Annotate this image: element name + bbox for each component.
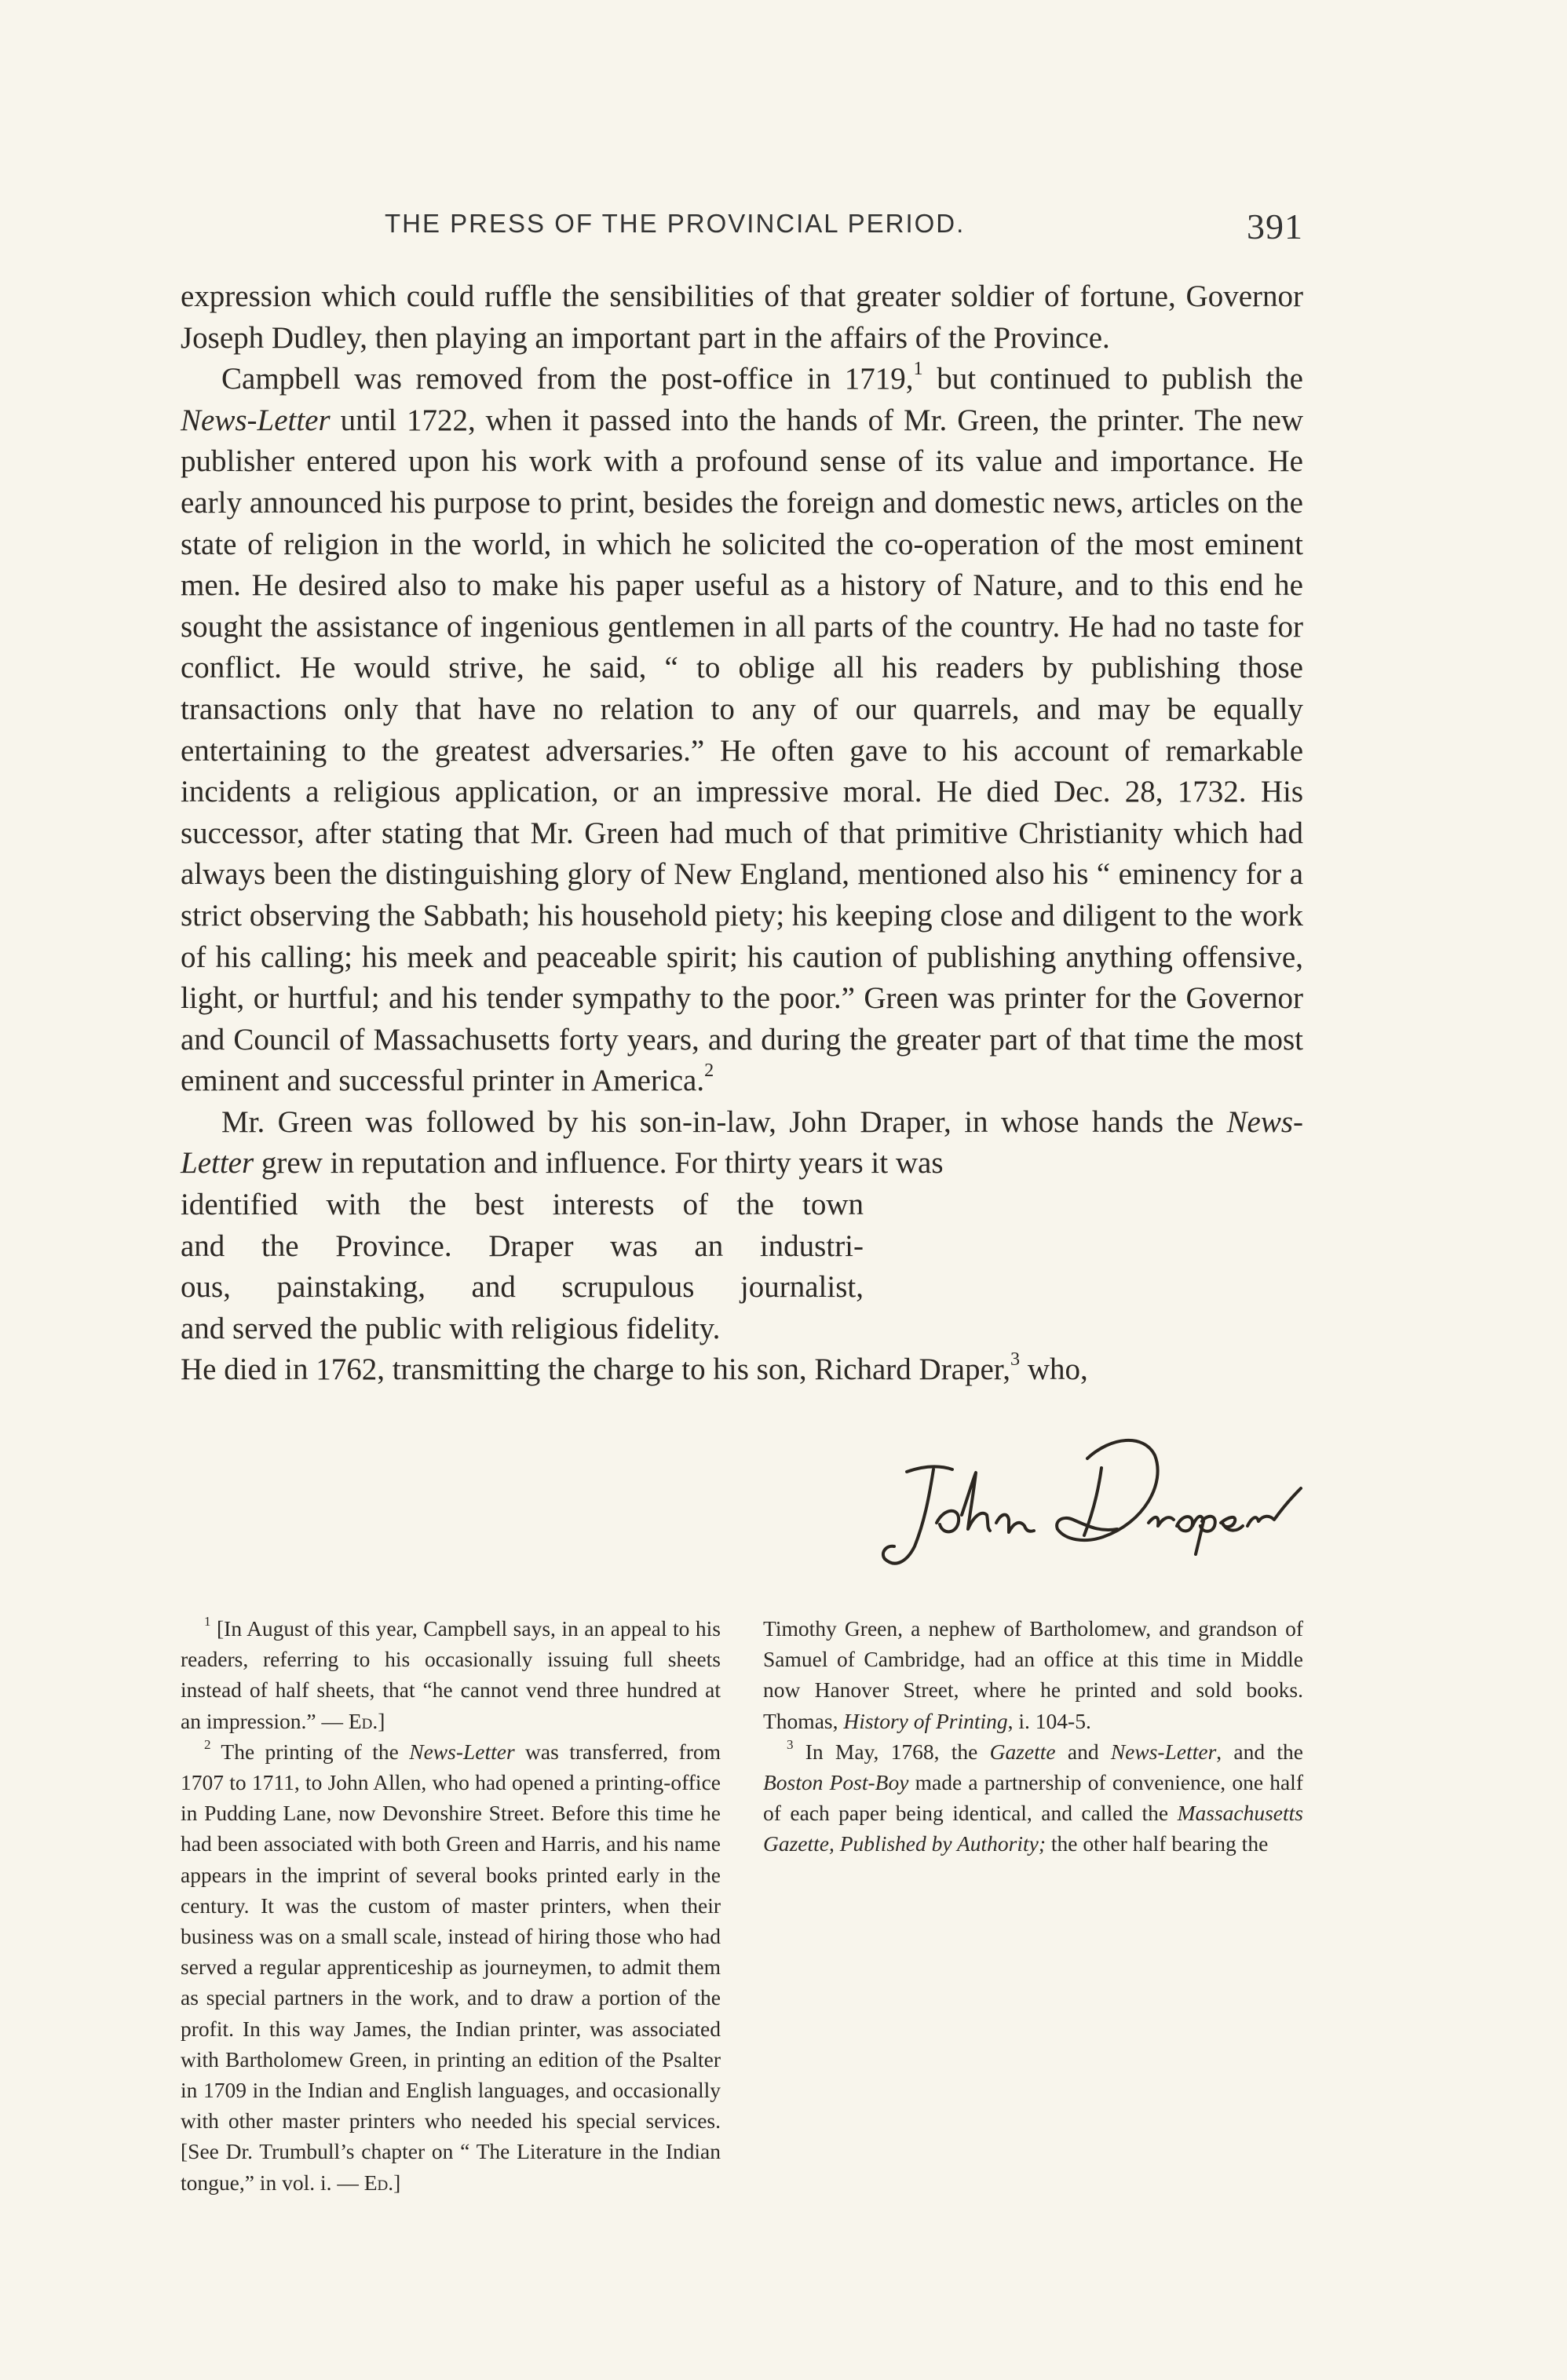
wrap-line: and served the public with religious fidelity.: [181, 1311, 721, 1345]
page-number: 391: [1247, 206, 1303, 246]
footnote-1-text: [In August of this year, Campbell says, in an appeal to his readers, referring to his occasionally issuing full sheets instead of half sheets, that “he cannot vend three hundred at an impression.” —: [181, 1616, 721, 1733]
signature-icon: [852, 1397, 1315, 1586]
newspaper-title: Boston Post-Boy: [763, 1770, 909, 1795]
footnote-2-text-d: , i. 104-5.: [1007, 1708, 1091, 1733]
wrap-line: and the Province. Draper was an industri-: [181, 1228, 864, 1263]
footnote-column-right: [763, 1613, 1303, 1860]
paragraph-2-text-c: until 1722, when it passed into the hands of Mr. Green, the printer. The new publisher entered upon his work with a profound sense of its value and importance. He early announced his purpose to print, besides the foreign and domestic news, articles on the state of religion in the world, in which he solicited the co-operation of the most eminent men. He desired also to make his paper useful as a history of Nature, and to this end he sought the assistance of ingenious gentlemen in all parts of the country. He had no taste for conflict. He would strive, he said, “ to oblige all his readers by publishing those transactions only that have no relation to any of our quarrels, and may be equally entertaining to the greatest adversaries.” He often gave to his account of remarkable incidents a religious application, or an impressive moral. He died Dec. 28, 1732. His successor, after stating that Mr. Green had much of that primitive Christianity which had always been the distinguishing glory of New England, mentioned also his “ eminency for a strict observing the Sabbath; his household piety; his keeping close and diligent to the work of his calling; his meek and peaceable spirit; his caution of publishing anything offensive, light, or hurtful; and his tender sympathy to the poor.” Green was printer for the Governor and Council of Massachusetts forty years, and during the greater part of that time the most eminent and successful printer in America.: [181, 403, 1303, 1098]
john-draper-signature: [852, 1397, 1315, 1586]
paragraph-1: [181, 276, 1303, 359]
footnote-3-text-b: and: [1055, 1739, 1111, 1764]
newspaper-title: News-Letter: [181, 1104, 1303, 1181]
newspaper-title: Massachusetts Gazette, Published by Authority;: [763, 1801, 1303, 1856]
footnote-mark-1: 1: [204, 1614, 211, 1630]
footnotes: [181, 1613, 1303, 2195]
footnote-2-continued: [763, 1613, 1303, 1736]
footnote-ref-3[interactable]: 3: [1010, 1349, 1021, 1371]
paragraph-3-text-b: grew in reputation and influence. For thirty years it was: [254, 1146, 944, 1181]
paragraph-3-text-d: who,: [1020, 1352, 1088, 1387]
paragraph-2-text-a: Campbell was removed from the post-office in 1719,: [221, 362, 914, 396]
editor-mark: Ed.: [348, 1708, 378, 1733]
footnote-2-text-c: ]: [393, 2170, 401, 2195]
paragraph-3-text-a: Mr. Green was followed by his son-in-law, John Draper, in whose hands the: [221, 1104, 1227, 1139]
paragraph-3-end: [181, 1349, 1303, 1391]
newspaper-title: News-Letter: [181, 403, 331, 437]
paragraph-2-text-b: but continued to publish the: [922, 362, 1303, 396]
body-text: [181, 276, 1303, 1391]
newspaper-title: News-Letter: [1110, 1739, 1217, 1764]
footnote-3-text-e: the other half bearing the: [1045, 1831, 1269, 1856]
footnote-3-text-c: , and the: [1216, 1739, 1303, 1764]
footnote-1: [181, 1613, 721, 1736]
footnote-3-text-d: made a partnership of convenience, one half of each paper being identical, and called the: [763, 1770, 1303, 1826]
signature-wrap-text: [181, 1185, 1303, 1349]
footnote-2-text-continued: Timothy Green, a nephew of Bartholomew, and grandson of Samuel of Cambridge, had an office at this time in Middle now Hanover Street, where he printed and sold books. Thomas,: [763, 1616, 1303, 1733]
paragraph-3: [181, 1102, 1303, 1185]
footnote-column-left: [181, 1613, 721, 2198]
footnote-3: [763, 1736, 1303, 1860]
footnote-ref-2[interactable]: 2: [704, 1060, 714, 1082]
editor-mark: Ed.: [363, 2170, 394, 2195]
newspaper-title: News-Letter: [409, 1739, 515, 1764]
footnote-mark-2: 2: [204, 1737, 211, 1753]
book-title: History of Printing: [843, 1708, 1008, 1733]
footnote-2: [181, 1736, 721, 2198]
wrap-line: ous, painstaking, and scrupulous journalist,: [181, 1270, 864, 1305]
running-title: THE PRESS OF THE PROVINCIAL PERIOD.: [385, 209, 966, 238]
running-head: [181, 203, 1303, 250]
footnote-2-text-b: was transferred, from 1707 to 1711, to John Allen, who had opened a printing-office in Pudding Lane, now Devonshire Street. Before this time he had been associated with both Green and Harris, and his name appears in the imprint of several books printed early in the century. It was the custom of master printers, when their business was on a small scale, instead of hiring those who had served a regular apprenticeship as journeymen, to admit them as special partners in the work, and to draw a portion of the profit. In this way James, the Indian printer, was associated with Bartholomew Green, in printing an edition of the Psalter in 1709 in the Indian and English languages, and occasionally with other master printers who needed his special services. [See Dr. Trumbull’s chapter on “ The Literature in the Indian tongue,” in vol. i. —: [181, 1739, 721, 2195]
wrap-line: identified with the best interests of the town: [181, 1188, 864, 1222]
footnote-2-text-a: The printing of the: [210, 1739, 410, 1764]
newspaper-title: Gazette: [989, 1739, 1056, 1764]
footnote-ref-1[interactable]: 1: [913, 358, 923, 380]
footnote-mark-3: 3: [787, 1737, 794, 1753]
footnote-1-close: ]: [378, 1708, 385, 1733]
paragraph-2: [181, 359, 1303, 1102]
footnote-3-text-a: In May, 1768, the: [793, 1739, 990, 1764]
paragraph-3-text-c: He died in 1762, transmitting the charge to his son, Richard Draper,: [181, 1352, 1010, 1387]
paragraph-1-text: expression which could ruffle the sensibilities of that greater soldier of fortune, Governor Joseph Dudley, then playing an important part in the affairs of the Province.: [181, 279, 1303, 355]
